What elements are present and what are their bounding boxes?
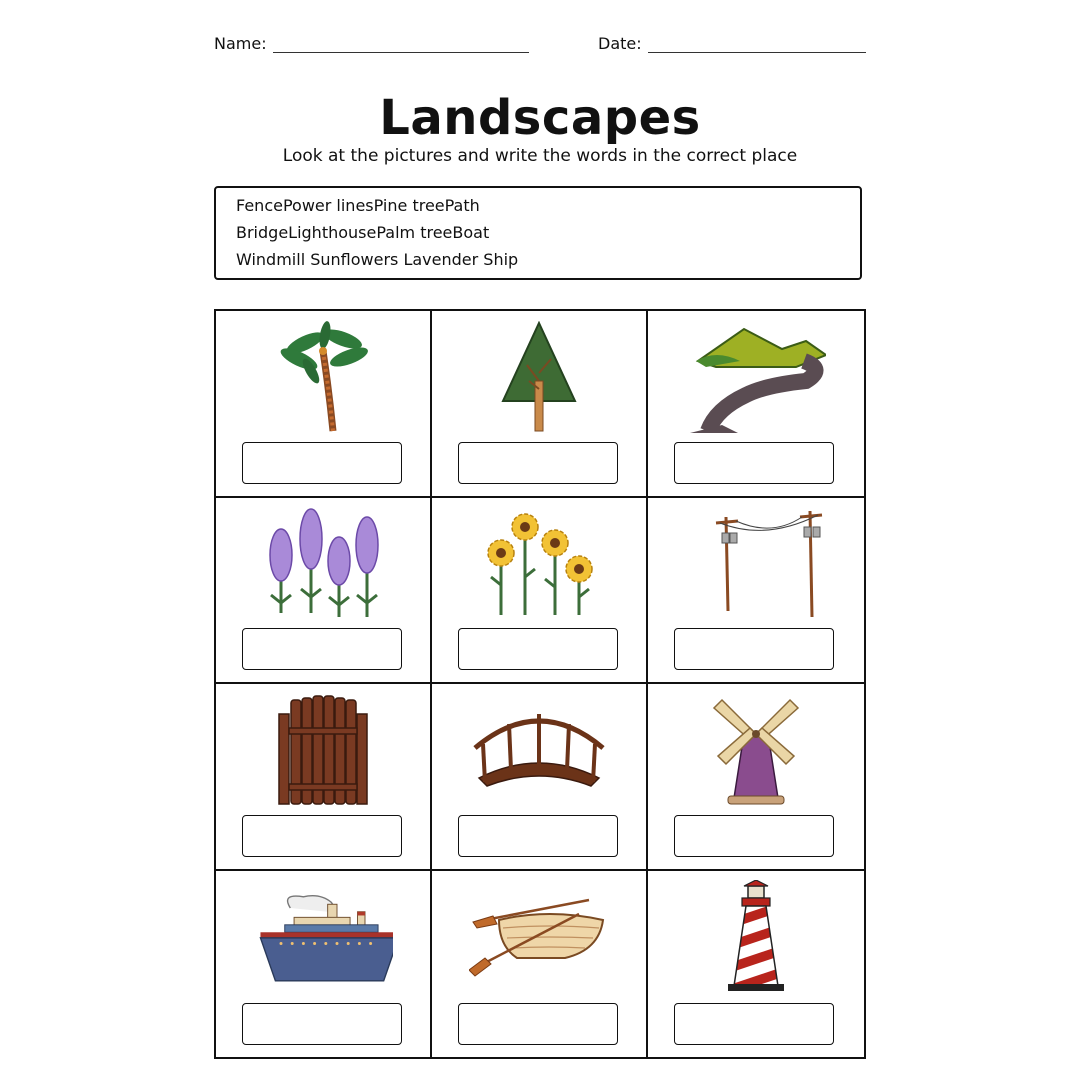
picture-cell (648, 498, 864, 685)
picture-cell (648, 871, 864, 1058)
picture-cell (216, 871, 432, 1058)
answer-box[interactable] (458, 628, 618, 670)
date-label: Date: (598, 34, 642, 53)
answer-box[interactable] (458, 442, 618, 484)
power-lines-icon (686, 507, 826, 619)
fence-icon (253, 694, 393, 806)
answer-box[interactable] (674, 815, 834, 857)
bridge-icon (469, 694, 609, 806)
windmill-icon (686, 694, 826, 806)
answer-box[interactable] (674, 442, 834, 484)
answer-box[interactable] (242, 628, 402, 670)
date-field (598, 34, 866, 53)
picture-cell (432, 311, 648, 498)
answer-box[interactable] (242, 442, 402, 484)
name-field (214, 34, 529, 53)
lavender-icon (253, 507, 393, 619)
picture-cell (216, 684, 432, 871)
picture-cell (216, 498, 432, 685)
picture-cell (216, 311, 432, 498)
answer-box[interactable] (458, 815, 618, 857)
ship-icon (253, 880, 393, 992)
word-bank-row: BridgeLighthousePalm treeBoat (236, 223, 490, 242)
word-bank-row: Windmill Sunflowers Lavender Ship (236, 250, 519, 269)
answer-box[interactable] (242, 815, 402, 857)
date-line[interactable] (648, 38, 866, 53)
picture-cell (432, 871, 648, 1058)
answer-box[interactable] (458, 1003, 618, 1045)
instructions: Look at the pictures and write the words in the correct place (282, 146, 798, 166)
picture-cell (648, 311, 864, 498)
path-icon (686, 321, 826, 433)
answer-box[interactable] (242, 1003, 402, 1045)
pine-tree-icon (469, 321, 609, 433)
name-line[interactable] (273, 38, 529, 53)
word-bank (214, 186, 862, 280)
picture-cell (648, 684, 864, 871)
name-label: Name: (214, 34, 267, 53)
sunflowers-icon (469, 507, 609, 619)
page-title: Landscapes (379, 90, 701, 146)
picture-grid (214, 309, 866, 1059)
answer-box[interactable] (674, 1003, 834, 1045)
boat-icon (469, 880, 609, 992)
picture-cell (432, 498, 648, 685)
answer-box[interactable] (674, 628, 834, 670)
picture-cell (432, 684, 648, 871)
word-bank-row: FencePower linesPine treePath (236, 196, 480, 215)
lighthouse-icon (686, 880, 826, 992)
palm-tree-icon (253, 321, 393, 433)
